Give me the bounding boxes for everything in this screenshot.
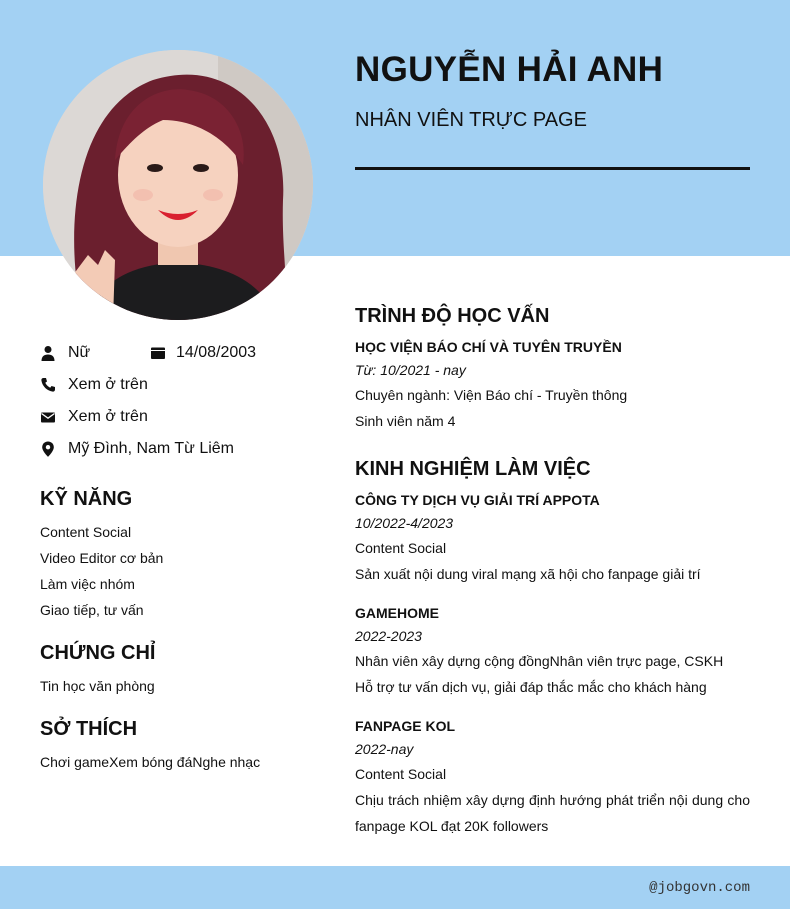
gender-row: [40, 344, 90, 362]
skill-item: Giao tiếp, tư vấn: [40, 602, 144, 618]
envelope-icon: [40, 409, 56, 425]
job-description: Chịu trách nhiệm xây dựng định hướng phát triển nội dung cho fanpage KOL đạt 20K followers: [355, 792, 750, 834]
job-company: GAMEHOME: [355, 605, 439, 621]
location-pin-icon: [40, 441, 56, 457]
profile-photo: [43, 50, 313, 320]
education-major: Chuyên ngành: Viện Báo chí - Truyền thông: [355, 387, 628, 403]
job-period: 10/2022-4/2023: [355, 515, 454, 531]
certificates-heading: CHỨNG CHỈ: [40, 642, 156, 664]
experience-heading: KINH NGHIỆM LÀM VIỆC: [355, 458, 591, 480]
skill-item: Làm việc nhóm: [40, 576, 135, 592]
person-icon: [40, 345, 56, 361]
calendar-icon: [150, 345, 166, 361]
job-company: FANPAGE KOL: [355, 718, 456, 734]
school-name: HỌC VIỆN BÁO CHÍ VÀ TUYÊN TRUYỀN: [355, 339, 622, 355]
email-row: [40, 408, 148, 426]
candidate-name: NGUYỄN HẢI ANH: [355, 50, 664, 89]
phone-row: [40, 376, 148, 394]
education-period: Từ: 10/2021 - nay: [355, 362, 466, 378]
skill-item: Video Editor cơ bản: [40, 550, 164, 566]
address-row: [40, 440, 234, 458]
hobbies-heading: SỞ THÍCH: [40, 718, 138, 740]
phone-value: Xem ở trên: [68, 376, 148, 393]
gender-value: Nữ: [68, 344, 91, 361]
email-value: Xem ở trên: [68, 408, 148, 425]
skills-heading: KỸ NĂNG: [40, 488, 133, 510]
job-role: Nhân viên xây dựng cộng đồngNhân viên trực page, CSKH: [355, 653, 724, 669]
title-divider: [355, 167, 750, 170]
birthday-value: 14/08/2003: [176, 344, 257, 361]
skill-item: Content Social: [40, 524, 132, 540]
job-period: 2022-nay: [355, 741, 414, 757]
phone-icon: [40, 377, 56, 393]
education-note: Sinh viên năm 4: [355, 413, 456, 429]
candidate-position: NHÂN VIÊN TRỰC PAGE: [355, 109, 587, 131]
job-description: Sản xuất nội dung viral mạng xã hội cho fanpage giải trí: [355, 566, 701, 582]
job-company: CÔNG TY DỊCH VỤ GIẢI TRÍ APPOTA: [355, 492, 600, 508]
job-period: 2022-2023: [355, 628, 422, 644]
hobbies-text: Chơi gameXem bóng đáNghe nhạc: [40, 754, 261, 770]
address-value: Mỹ Đình, Nam Từ Liêm: [68, 440, 235, 457]
job-description: Hỗ trợ tư vấn dịch vụ, giải đáp thắc mắc cho khách hàng: [355, 679, 707, 695]
birthday-row: [150, 344, 256, 362]
certificate-item: Tin học văn phòng: [40, 678, 155, 694]
job-role: Content Social: [355, 766, 447, 782]
job-role: Content Social: [355, 540, 447, 556]
education-heading: TRÌNH ĐỘ HỌC VẤN: [355, 305, 550, 327]
footer-brand: @jobgovn.com: [649, 880, 750, 896]
